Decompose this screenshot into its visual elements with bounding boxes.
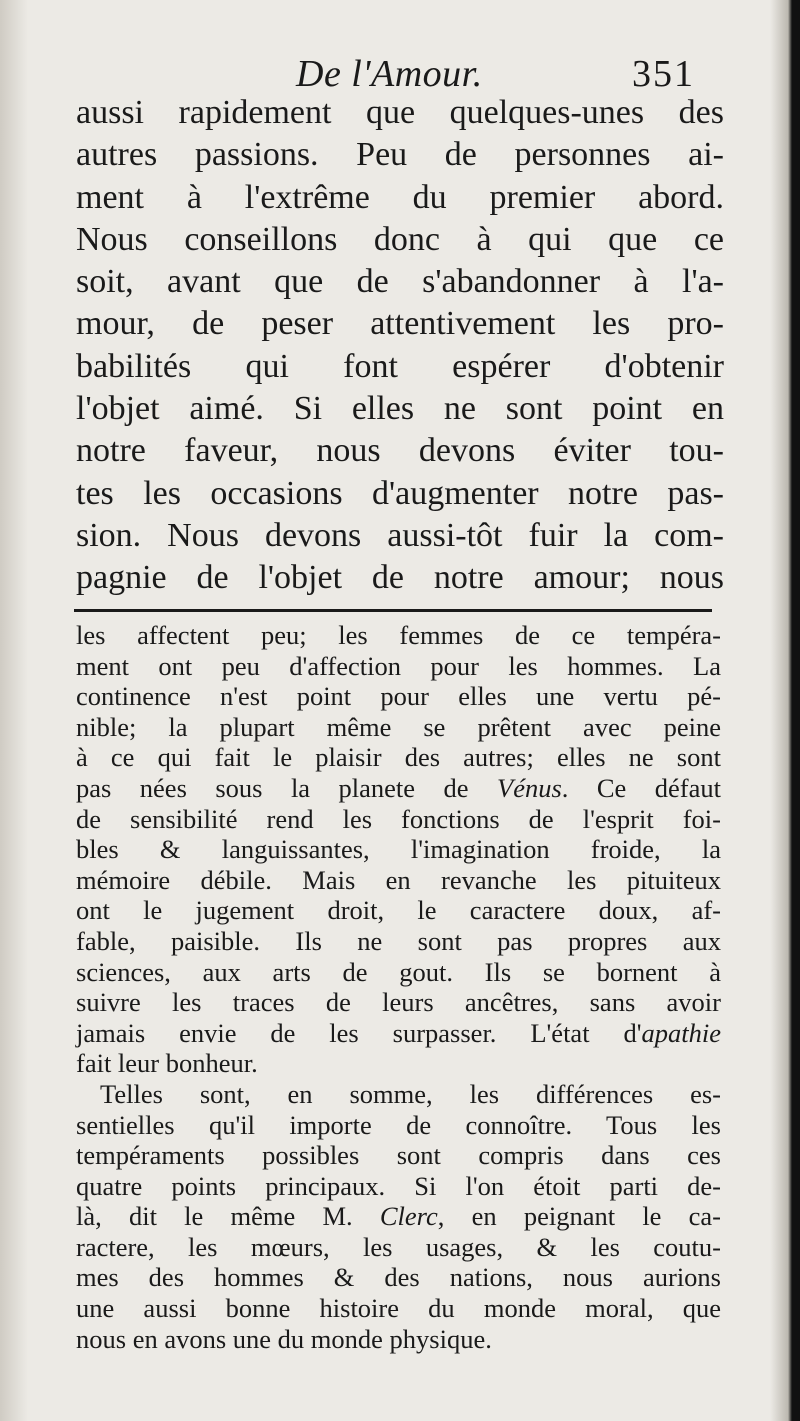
footnote-text: là, dit le même M.: [76, 1201, 380, 1232]
footnote-line: les affectent peu; les femmes de ce tempéra-: [76, 620, 721, 650]
footnote-text: jamais envie de les surpasser. L'état d': [76, 1017, 642, 1048]
main-text-line: ment à l'extrême du premier abord.: [76, 178, 724, 216]
main-text-line: aussi rapidement que quelques-unes des: [76, 94, 724, 131]
main-text-line: Nous conseillons donc à qui que ce: [76, 220, 724, 258]
footnote-line: nous en avons une du monde physique.: [76, 1323, 492, 1354]
footnote-line: à ce qui fait le plaisir des autres; elles ne sont: [76, 742, 721, 773]
main-text-line: babilités qui font espérer d'obtenir: [76, 347, 724, 385]
main-text-line: sion. Nous devons aussi-tôt fuir la com-: [76, 516, 724, 554]
footnote-text: pas nées sous la planete de: [76, 772, 498, 803]
footnote-line: bles & languissantes, l'imagination froide, la: [76, 834, 721, 865]
footnote-line: mémoire débile. Mais en revanche les pituiteux: [76, 864, 721, 895]
footnote-rule: [74, 609, 712, 612]
main-text-line: notre faveur, nous devons éviter tou-: [76, 432, 724, 470]
footnote-text: . Ce défaut: [561, 772, 721, 803]
footnote-line: une aussi bonne histoire du monde moral, que: [76, 1293, 721, 1324]
footnote-line: sciences, aux arts de gout. Ils se bornent à: [76, 956, 721, 987]
footnote-line-clerc: [76, 1201, 721, 1232]
italic-venus: Vénus: [497, 772, 562, 803]
footnote-line: mes des hommes & des nations, nous aurions: [76, 1262, 721, 1293]
footnote-line-apathie: [76, 1018, 721, 1049]
footnote-line: tempéraments possibles sont compris dans ces: [76, 1140, 721, 1171]
footnote-text: , en peignant le ca-: [437, 1201, 722, 1232]
footnote-line-venus: [76, 773, 721, 804]
main-text-line: pagnie de l'objet de notre amour; nous: [76, 559, 724, 597]
running-head: De l'Amour.: [296, 53, 483, 95]
footnote-line: ractere, les mœurs, les usages, & les coutu-: [76, 1231, 721, 1262]
italic-clerc: Clerc: [379, 1201, 438, 1232]
footnote-line: continence n'est point pour elles une vertu pé-: [76, 681, 721, 712]
footnote-line: ment ont peu d'affection pour les hommes. La: [76, 650, 721, 681]
footnote-line: ont le jugement droit, le caractere doux, af-: [76, 895, 721, 926]
footnote-line: fait leur bonheur.: [76, 1048, 258, 1079]
footnote-line: suivre les traces de leurs ancêtres, sans avoir: [76, 987, 721, 1018]
footnote-block: [76, 620, 721, 1354]
footnote-line: quatre points principaux. Si l'on étoit parti de-: [76, 1170, 721, 1201]
footnote-line: nible; la plupart même se prêtent avec peine: [76, 711, 721, 742]
page-number: 351: [632, 53, 695, 95]
main-text-block: [76, 92, 724, 600]
footnote-line: sentielles qu'il importe de connoître. Tous les: [76, 1109, 721, 1140]
italic-apathie: apathie: [641, 1017, 721, 1048]
page-header: [0, 44, 800, 94]
main-text-line: mour, de peser attentivement les pro-: [76, 305, 724, 343]
main-text-line: tes les occasions d'augmenter notre pas-: [76, 474, 724, 512]
main-text-line: l'objet aimé. Si elles ne sont point en: [76, 390, 724, 428]
main-text-line: soit, avant que de s'abandonner à l'a-: [76, 263, 724, 301]
footnote-line: Telles sont, en somme, les différences es-: [100, 1078, 721, 1109]
main-text-line: autres passions. Peu de personnes ai-: [76, 136, 724, 174]
footnote-line: de sensibilité rend les fonctions de l'esprit foi-: [76, 803, 721, 834]
footnote-line: fable, paisible. Ils ne sont pas propres aux: [76, 925, 721, 956]
